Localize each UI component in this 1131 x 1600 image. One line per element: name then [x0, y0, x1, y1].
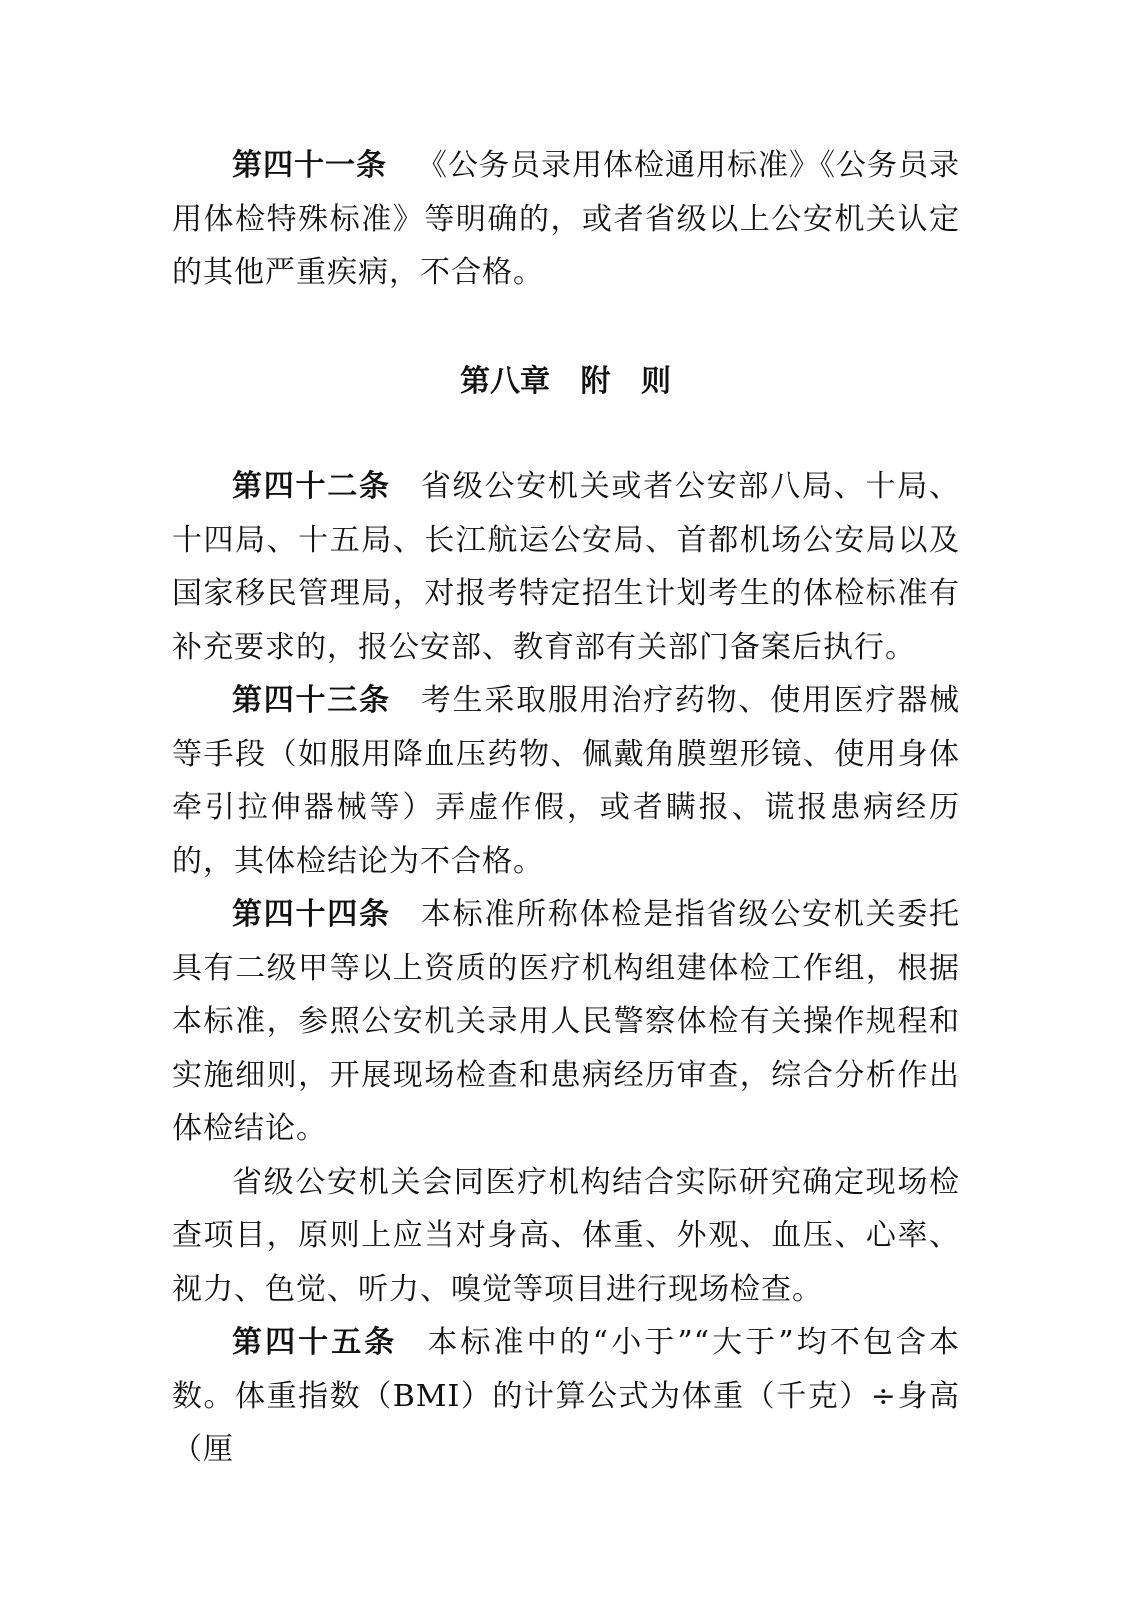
article-42-text: 省级公安机关或者公安部八局、十局、十四局、十五局、长江航运公安局、首都机场公安局以及国家移民管理局，对报考特定招生计划考生的体检标准有补充要求的，报公安部、教育部有关部门备案后执行。	[172, 469, 961, 665]
article-43-label: 第四十三条	[232, 683, 391, 718]
article-41-label: 第四十一条	[232, 148, 387, 183]
article-44-text: 本标准所称体检是指省级公安机关委托具有二级甲等以上资质的医疗机构组建体检工作组，根据本标准，参照公安机关录用人民警察体检有关操作规程和实施细则，开展现场检查和患病经历审查，综合分析作出体检结论。	[172, 897, 961, 1146]
article-41-block	[172, 139, 960, 300]
article-43-text: 考生采取服用治疗药物、使用医疗器械等手段（如服用降血压药物、佩戴角膜塑形镜、使用身体牵引拉伸器械等）弄虚作假，或者瞒报、谎报患病经历的，其体检结论为不合格。	[172, 683, 961, 879]
chapter-heading	[0, 355, 1131, 408]
article-44-paragraph	[172, 888, 960, 1156]
articles-block	[172, 460, 960, 1477]
article-44-label: 第四十四条	[232, 897, 391, 932]
article-42-paragraph	[172, 460, 960, 674]
article-45-paragraph	[172, 1316, 960, 1477]
article-42-label: 第四十二条	[232, 469, 391, 504]
article-45-text: 本标准中的“小于”“大于”均不包含本数。体重指数（BMI）的计算公式为体重（千克）÷身高（厘	[172, 1325, 960, 1467]
chapter-title-part2: 则	[640, 364, 671, 399]
article-41-paragraph	[172, 139, 960, 300]
chapter-title-part1: 附	[580, 364, 611, 399]
article-45-label: 第四十五条	[232, 1325, 398, 1360]
article-43-paragraph	[172, 674, 960, 888]
article-41-text: 《公务员录用体检通用标准》《公务员录用体检特殊标准》等明确的，或者省级以上公安机关认定的其他严重疾病，不合格。	[172, 148, 960, 290]
article-44-paragraph-2: 省级公安机关会同医疗机构结合实际研究确定现场检查项目，原则上应当对身高、体重、外观、血压、心率、视力、色觉、听力、嗅觉等项目进行现场检查。	[172, 1164, 960, 1307]
chapter-number: 第八章	[460, 364, 551, 399]
